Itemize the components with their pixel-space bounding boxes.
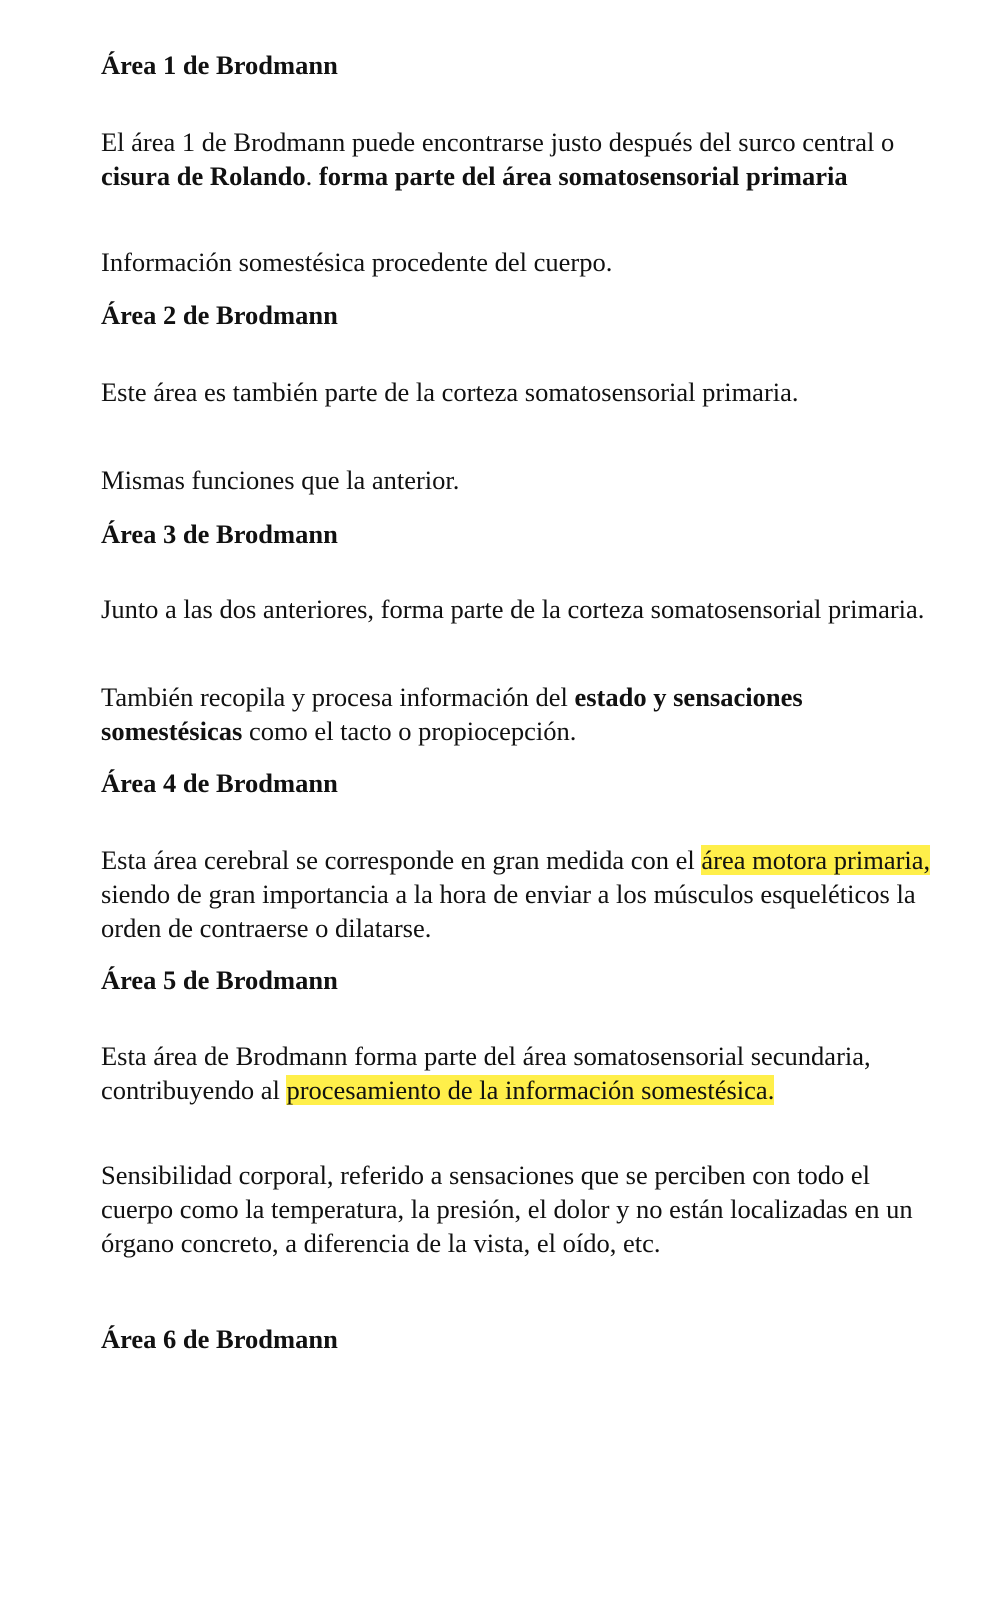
paragraph-area-2-description: Este área es también parte de la corteza somatosensorial primaria. (101, 377, 799, 407)
bold-term-cisura-de-rolando: cisura de Rolando (101, 161, 306, 191)
highlight-procesamiento-informacion: procesamiento de la información somestésica. (286, 1075, 775, 1105)
paragraph-area-3-function: También recopila y procesa información del estado y sensaciones somestésicas como el tacto o propiocepción. (101, 682, 803, 746)
paragraph-area-5-description: Esta área de Brodmann forma parte del área somatosensorial secundaria, contribuyendo al procesamiento de la información somestésica. (101, 1041, 871, 1105)
section-heading-area-6: Área 6 de Brodmann (101, 1324, 338, 1354)
section-heading-area-4: Área 4 de Brodmann (101, 768, 338, 798)
paragraph-area-1-function: Información somestésica procedente del cuerpo. (101, 247, 613, 277)
section-heading-area-2: Área 2 de Brodmann (101, 300, 338, 330)
paragraph-area-1-description: El área 1 de Brodmann puede encontrarse justo después del surco central o cisura de Rolando. forma parte del área somatosensorial primaria (101, 127, 895, 191)
bold-term-somatosensorial-primaria: forma parte del área somatosensorial primaria (318, 161, 848, 191)
paragraph-area-2-function: Mismas funciones que la anterior. (101, 465, 460, 495)
section-heading-area-5: Área 5 de Brodmann (101, 965, 338, 995)
section-heading-area-1: Área 1 de Brodmann (101, 50, 338, 80)
paragraph-area-5-function: Sensibilidad corporal, referido a sensaciones que se perciben con todo el cuerpo como la temperatura, la presión, el dolor y no están localizadas en un órgano concreto, a diferencia de la vista, el oído, etc. (101, 1160, 913, 1258)
section-heading-area-3: Área 3 de Brodmann (101, 519, 338, 549)
bold-term-estado-y-sensaciones: estado y sensaciones somestésicas (101, 682, 803, 746)
paragraph-area-3-description: Junto a las dos anteriores, forma parte de la corteza somatosensorial primaria. (101, 594, 925, 624)
highlight-area-motora-primaria: área motora primaria, (701, 845, 931, 875)
paragraph-area-4-description: Esta área cerebral se corresponde en gran medida con el área motora primaria, siendo de gran importancia a la hora de enviar a los músculos esqueléticos la orden de contraerse o dilatarse. (101, 845, 931, 943)
